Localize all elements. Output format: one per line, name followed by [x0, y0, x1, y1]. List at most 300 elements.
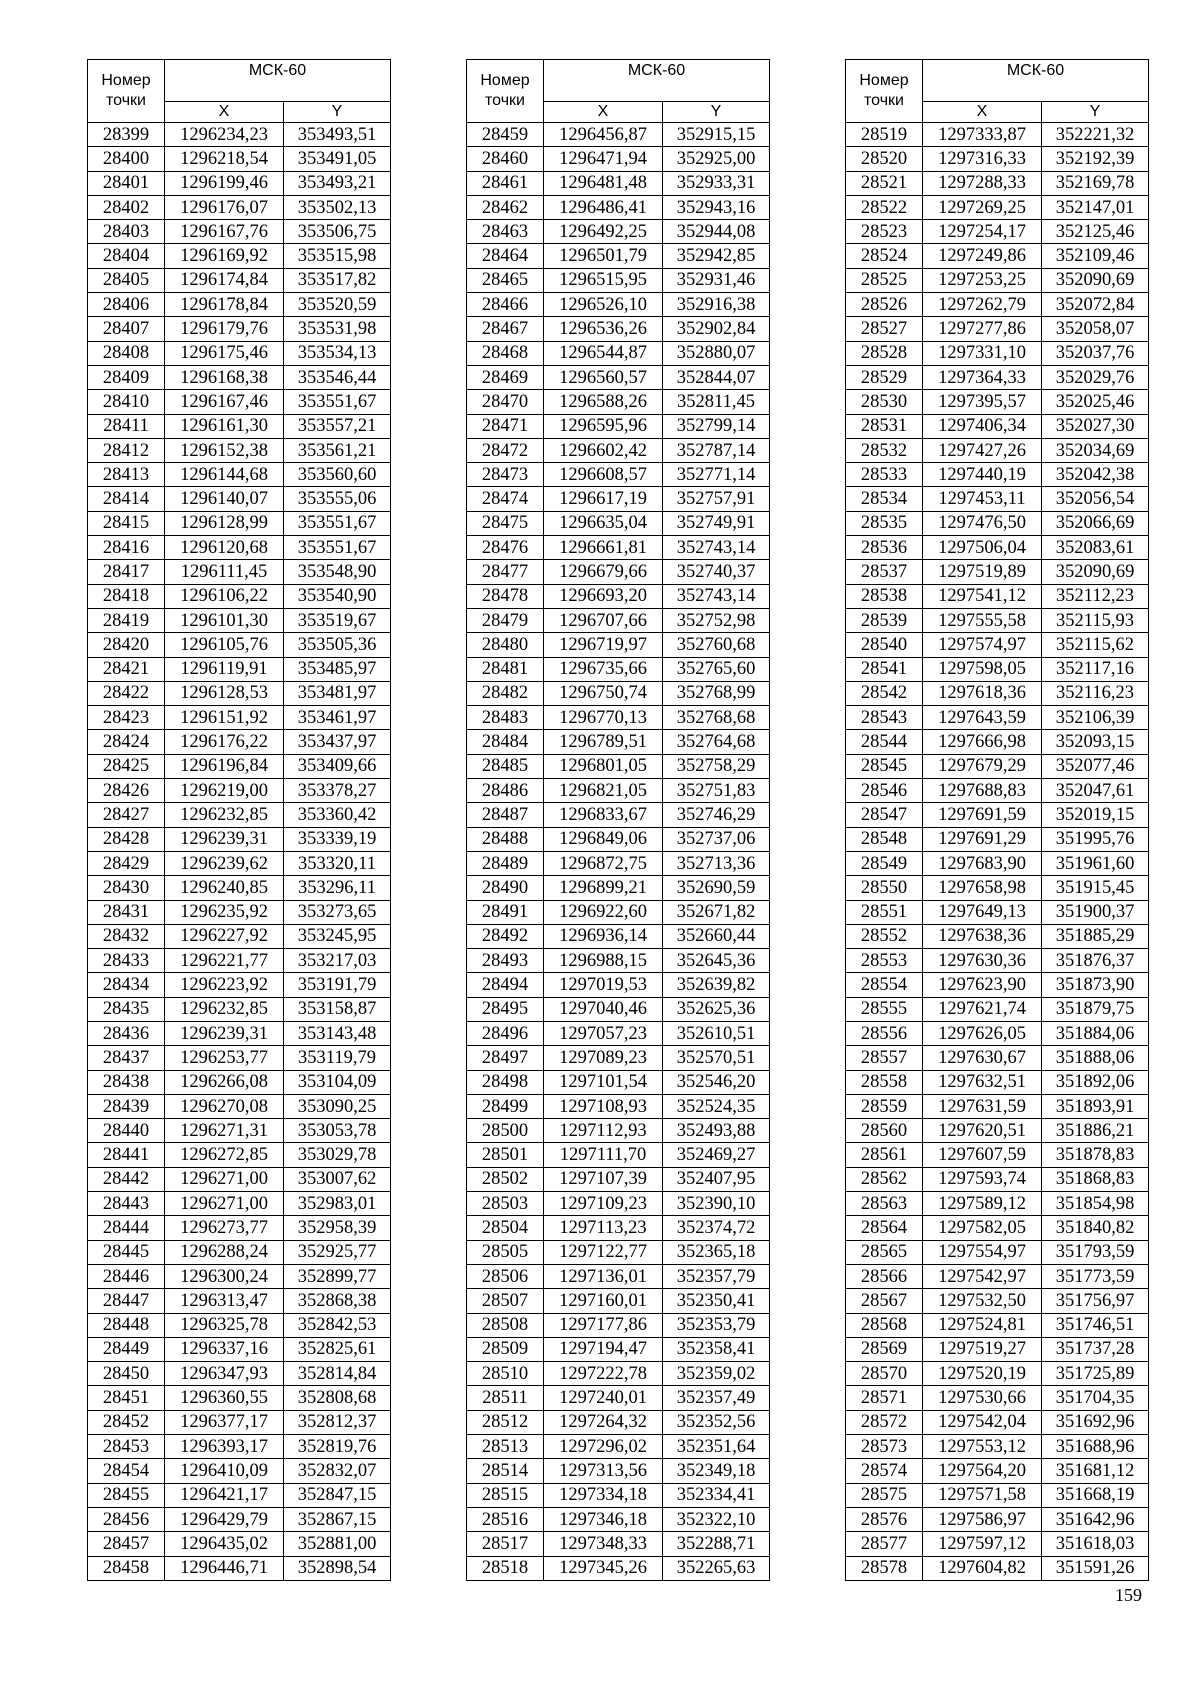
- x-coordinate-cell: 1297597,12: [923, 1532, 1042, 1556]
- y-column-header: Y: [284, 102, 391, 123]
- x-coordinate-cell: 1297288,33: [923, 171, 1042, 195]
- y-coordinate-cell: 351668,19: [1042, 1483, 1149, 1507]
- table-row: [846, 195, 1149, 219]
- x-coordinate-cell: 1297019,53: [544, 973, 663, 997]
- x-coordinate-cell: 1297346,18: [544, 1507, 663, 1531]
- y-coordinate-cell: 352671,82: [663, 900, 770, 924]
- point-number-cell: 28571: [846, 1386, 923, 1410]
- point-number-cell: 28538: [846, 584, 923, 608]
- x-coordinate-cell: 1296176,07: [165, 195, 284, 219]
- table-row: [846, 1410, 1149, 1434]
- x-coordinate-cell: 1296429,79: [165, 1507, 284, 1531]
- y-coordinate-cell: 352740,37: [663, 560, 770, 584]
- point-number-cell: 28476: [467, 536, 544, 560]
- point-number-cell: 28501: [467, 1143, 544, 1167]
- x-coordinate-cell: 1297395,57: [923, 390, 1042, 414]
- point-number-cell: 28575: [846, 1483, 923, 1507]
- point-number-cell: 28400: [88, 147, 165, 171]
- point-number-cell: 28573: [846, 1435, 923, 1459]
- x-coordinate-cell: 1296253,77: [165, 1046, 284, 1070]
- x-coordinate-cell: 1296719,97: [544, 633, 663, 657]
- coordinates-table-1: [87, 59, 391, 1581]
- table-row: [467, 195, 770, 219]
- y-coordinate-cell: 352645,36: [663, 949, 770, 973]
- point-number-cell: 28410: [88, 390, 165, 414]
- x-coordinate-cell: 1296105,76: [165, 633, 284, 657]
- x-coordinate-cell: 1297269,25: [923, 195, 1042, 219]
- x-coordinate-cell: 1297111,70: [544, 1143, 663, 1167]
- coordinate-system-header: МСК-60: [165, 60, 391, 102]
- x-coordinate-cell: 1297688,83: [923, 779, 1042, 803]
- y-coordinate-cell: 353551,67: [284, 536, 391, 560]
- point-number-cell: 28561: [846, 1143, 923, 1167]
- y-coordinate-cell: 353493,21: [284, 171, 391, 195]
- y-coordinate-cell: 351642,96: [1042, 1507, 1149, 1531]
- y-coordinate-cell: 352752,98: [663, 608, 770, 632]
- x-coordinate-cell: 1296544,87: [544, 341, 663, 365]
- y-column-header: Y: [663, 102, 770, 123]
- y-coordinate-cell: 353158,87: [284, 997, 391, 1021]
- point-number-cell: 28503: [467, 1192, 544, 1216]
- table-row: [467, 949, 770, 973]
- table-row: [846, 317, 1149, 341]
- x-coordinate-cell: 1297530,66: [923, 1386, 1042, 1410]
- x-coordinate-cell: 1296325,78: [165, 1313, 284, 1337]
- point-number-cell: 28465: [467, 268, 544, 292]
- x-coordinate-cell: 1296486,41: [544, 195, 663, 219]
- point-number-cell: 28568: [846, 1313, 923, 1337]
- table-row: [88, 1435, 391, 1459]
- x-coordinate-cell: 1297683,90: [923, 851, 1042, 875]
- table-row: [88, 487, 391, 511]
- y-coordinate-cell: 352353,79: [663, 1313, 770, 1337]
- point-number-cell: 28556: [846, 1021, 923, 1045]
- point-number-cell: 28479: [467, 608, 544, 632]
- point-number-cell: 28434: [88, 973, 165, 997]
- x-coordinate-cell: 1296849,06: [544, 827, 663, 851]
- y-coordinate-cell: 352625,36: [663, 997, 770, 1021]
- point-number-cell: 28562: [846, 1167, 923, 1191]
- y-coordinate-cell: 352758,29: [663, 754, 770, 778]
- table-row: [846, 1337, 1149, 1361]
- point-number-cell: 28407: [88, 317, 165, 341]
- table-row: [88, 1410, 391, 1434]
- table-row: [88, 997, 391, 1021]
- table-row: [467, 341, 770, 365]
- x-coordinate-cell: 1297532,50: [923, 1289, 1042, 1313]
- y-coordinate-cell: 352047,61: [1042, 779, 1149, 803]
- y-coordinate-cell: 353481,97: [284, 681, 391, 705]
- table-row: [467, 536, 770, 560]
- point-number-cell: 28474: [467, 487, 544, 511]
- point-number-cell: 28467: [467, 317, 544, 341]
- point-number-cell: 28413: [88, 463, 165, 487]
- point-number-cell: 28536: [846, 536, 923, 560]
- x-coordinate-cell: 1297630,36: [923, 949, 1042, 973]
- x-coordinate-cell: 1297666,98: [923, 730, 1042, 754]
- x-coordinate-cell: 1297406,34: [923, 414, 1042, 438]
- table-row: [467, 244, 770, 268]
- y-coordinate-cell: 352058,07: [1042, 317, 1149, 341]
- x-coordinate-cell: 1296167,46: [165, 390, 284, 414]
- x-coordinate-cell: 1297440,19: [923, 463, 1042, 487]
- table-row: [467, 1435, 770, 1459]
- table-row: [88, 803, 391, 827]
- x-coordinate-cell: 1296313,47: [165, 1289, 284, 1313]
- y-coordinate-cell: 351892,06: [1042, 1070, 1149, 1094]
- table-row: [88, 657, 391, 681]
- point-number-header: Номер точки: [467, 60, 544, 123]
- point-number-cell: 28495: [467, 997, 544, 1021]
- table-row: [88, 681, 391, 705]
- x-coordinate-cell: 1296707,66: [544, 608, 663, 632]
- x-coordinate-cell: 1297040,46: [544, 997, 663, 1021]
- point-number-cell: 28486: [467, 779, 544, 803]
- x-coordinate-cell: 1296821,05: [544, 779, 663, 803]
- y-coordinate-cell: 352493,88: [663, 1119, 770, 1143]
- table-row: [846, 779, 1149, 803]
- x-coordinate-cell: 1296221,77: [165, 949, 284, 973]
- x-coordinate-cell: 1297296,02: [544, 1435, 663, 1459]
- point-number-cell: 28426: [88, 779, 165, 803]
- y-coordinate-cell: 352880,07: [663, 341, 770, 365]
- y-coordinate-cell: 353531,98: [284, 317, 391, 341]
- table-row: [846, 754, 1149, 778]
- y-coordinate-cell: 353506,75: [284, 220, 391, 244]
- point-number-cell: 28424: [88, 730, 165, 754]
- table-row: [467, 608, 770, 632]
- x-coordinate-cell: 1296833,67: [544, 803, 663, 827]
- point-number-cell: 28488: [467, 827, 544, 851]
- x-coordinate-cell: 1297254,17: [923, 220, 1042, 244]
- table-row: [846, 268, 1149, 292]
- table-row: [88, 1192, 391, 1216]
- point-number-cell: 28505: [467, 1240, 544, 1264]
- point-number-cell: 28578: [846, 1556, 923, 1580]
- y-coordinate-cell: 351793,59: [1042, 1240, 1149, 1264]
- table-row: [846, 1192, 1149, 1216]
- x-coordinate-cell: 1297564,20: [923, 1459, 1042, 1483]
- point-number-cell: 28497: [467, 1046, 544, 1070]
- y-coordinate-cell: 352764,68: [663, 730, 770, 754]
- x-coordinate-cell: 1297631,59: [923, 1094, 1042, 1118]
- point-number-cell: 28415: [88, 511, 165, 535]
- x-coordinate-cell: 1297553,12: [923, 1435, 1042, 1459]
- y-coordinate-cell: 352881,00: [284, 1532, 391, 1556]
- table-row: [846, 1362, 1149, 1386]
- y-coordinate-cell: 352811,45: [663, 390, 770, 414]
- table-row: [88, 1483, 391, 1507]
- table-row: [467, 1070, 770, 1094]
- x-coordinate-cell: 1297331,10: [923, 341, 1042, 365]
- y-coordinate-cell: 351888,06: [1042, 1046, 1149, 1070]
- point-number-cell: 28438: [88, 1070, 165, 1094]
- x-coordinate-cell: 1297107,39: [544, 1167, 663, 1191]
- x-coordinate-cell: 1296421,17: [165, 1483, 284, 1507]
- y-coordinate-cell: 352025,46: [1042, 390, 1149, 414]
- table-row: [846, 608, 1149, 632]
- point-number-cell: 28453: [88, 1435, 165, 1459]
- x-coordinate-cell: 1296501,79: [544, 244, 663, 268]
- y-coordinate-cell: 353090,25: [284, 1094, 391, 1118]
- point-number-cell: 28409: [88, 365, 165, 389]
- y-coordinate-cell: 352374,72: [663, 1216, 770, 1240]
- y-coordinate-cell: 351885,29: [1042, 924, 1149, 948]
- table-row: [88, 730, 391, 754]
- point-number-cell: 28478: [467, 584, 544, 608]
- point-number-cell: 28487: [467, 803, 544, 827]
- table-row: [846, 924, 1149, 948]
- x-coordinate-cell: 1297334,18: [544, 1483, 663, 1507]
- point-number-cell: 28496: [467, 1021, 544, 1045]
- table-row: [467, 1459, 770, 1483]
- point-number-cell: 28482: [467, 681, 544, 705]
- x-coordinate-cell: 1296360,55: [165, 1386, 284, 1410]
- y-coordinate-cell: 353360,42: [284, 803, 391, 827]
- y-coordinate-cell: 353378,27: [284, 779, 391, 803]
- table-row: [467, 1556, 770, 1580]
- x-coordinate-cell: 1297589,12: [923, 1192, 1042, 1216]
- x-coordinate-cell: 1297555,58: [923, 608, 1042, 632]
- y-coordinate-cell: 353515,98: [284, 244, 391, 268]
- y-coordinate-cell: 352192,39: [1042, 147, 1149, 171]
- y-coordinate-cell: 352365,18: [663, 1240, 770, 1264]
- point-number-cell: 28540: [846, 633, 923, 657]
- table-row: [88, 1362, 391, 1386]
- y-coordinate-cell: 352842,53: [284, 1313, 391, 1337]
- y-coordinate-cell: 352546,20: [663, 1070, 770, 1094]
- table-row: [88, 171, 391, 195]
- y-coordinate-cell: 352334,41: [663, 1483, 770, 1507]
- point-number-cell: 28494: [467, 973, 544, 997]
- table-row: [88, 1216, 391, 1240]
- point-number-cell: 28547: [846, 803, 923, 827]
- table-row: [88, 900, 391, 924]
- table-row: [467, 973, 770, 997]
- coordinate-system-header: МСК-60: [923, 60, 1149, 102]
- x-coordinate-cell: 1296595,96: [544, 414, 663, 438]
- point-number-cell: 28461: [467, 171, 544, 195]
- y-coordinate-cell: 352814,84: [284, 1362, 391, 1386]
- y-coordinate-cell: 352943,16: [663, 195, 770, 219]
- y-coordinate-cell: 353485,97: [284, 657, 391, 681]
- table-row: [88, 341, 391, 365]
- y-coordinate-cell: 352812,37: [284, 1410, 391, 1434]
- table-row: [846, 1216, 1149, 1240]
- table-row: [88, 1313, 391, 1337]
- table-row: [88, 560, 391, 584]
- table-row: [88, 1556, 391, 1580]
- x-coordinate-cell: 1296232,85: [165, 997, 284, 1021]
- table-row: [467, 851, 770, 875]
- y-coordinate-cell: 351618,03: [1042, 1532, 1149, 1556]
- point-number-cell: 28404: [88, 244, 165, 268]
- table-row: [467, 900, 770, 924]
- point-number-cell: 28555: [846, 997, 923, 1021]
- point-number-cell: 28546: [846, 779, 923, 803]
- point-number-cell: 28523: [846, 220, 923, 244]
- table-row: [846, 900, 1149, 924]
- table-row: [467, 123, 770, 147]
- x-coordinate-cell: 1296169,92: [165, 244, 284, 268]
- y-coordinate-cell: 353296,11: [284, 876, 391, 900]
- y-coordinate-cell: 352524,35: [663, 1094, 770, 1118]
- x-coordinate-cell: 1297264,32: [544, 1410, 663, 1434]
- table-row: [88, 1046, 391, 1070]
- table-row: [846, 1435, 1149, 1459]
- point-number-cell: 28493: [467, 949, 544, 973]
- x-coordinate-cell: 1297109,23: [544, 1192, 663, 1216]
- y-coordinate-cell: 353029,78: [284, 1143, 391, 1167]
- point-number-cell: 28459: [467, 123, 544, 147]
- x-coordinate-cell: 1296988,15: [544, 949, 663, 973]
- point-number-cell: 28553: [846, 949, 923, 973]
- x-coordinate-cell: 1297262,79: [923, 293, 1042, 317]
- table-row: [88, 754, 391, 778]
- point-number-cell: 28421: [88, 657, 165, 681]
- y-coordinate-cell: 352899,77: [284, 1264, 391, 1288]
- y-coordinate-cell: 352265,63: [663, 1556, 770, 1580]
- x-coordinate-cell: 1296234,23: [165, 123, 284, 147]
- x-coordinate-cell: 1296161,30: [165, 414, 284, 438]
- y-coordinate-cell: 353104,09: [284, 1070, 391, 1094]
- y-coordinate-cell: 352407,95: [663, 1167, 770, 1191]
- y-coordinate-cell: 351756,97: [1042, 1289, 1149, 1313]
- y-coordinate-cell: 351879,75: [1042, 997, 1149, 1021]
- point-number-cell: 28535: [846, 511, 923, 535]
- table-row: [467, 1046, 770, 1070]
- point-number-cell: 28444: [88, 1216, 165, 1240]
- point-number-cell: 28552: [846, 924, 923, 948]
- x-coordinate-cell: 1296178,84: [165, 293, 284, 317]
- y-coordinate-cell: 352112,23: [1042, 584, 1149, 608]
- x-coordinate-cell: 1296661,81: [544, 536, 663, 560]
- point-number-cell: 28559: [846, 1094, 923, 1118]
- y-coordinate-cell: 353273,65: [284, 900, 391, 924]
- y-coordinate-cell: 352743,14: [663, 536, 770, 560]
- x-coordinate-cell: 1296446,71: [165, 1556, 284, 1580]
- point-number-cell: 28414: [88, 487, 165, 511]
- y-coordinate-cell: 352639,82: [663, 973, 770, 997]
- point-number-cell: 28514: [467, 1459, 544, 1483]
- point-number-cell: 28449: [88, 1337, 165, 1361]
- table-row: [88, 779, 391, 803]
- x-coordinate-cell: 1296218,54: [165, 147, 284, 171]
- y-coordinate-cell: 351900,37: [1042, 900, 1149, 924]
- table-row: [846, 1264, 1149, 1288]
- table-row: [88, 1119, 391, 1143]
- x-coordinate-cell: 1296393,17: [165, 1435, 284, 1459]
- table-row: [846, 633, 1149, 657]
- y-coordinate-cell: 353505,36: [284, 633, 391, 657]
- x-coordinate-cell: 1297691,29: [923, 827, 1042, 851]
- y-coordinate-cell: 352358,41: [663, 1337, 770, 1361]
- x-coordinate-cell: 1296120,68: [165, 536, 284, 560]
- y-coordinate-cell: 352093,15: [1042, 730, 1149, 754]
- point-number-cell: 28543: [846, 706, 923, 730]
- table-row: [467, 1094, 770, 1118]
- point-number-cell: 28525: [846, 268, 923, 292]
- point-number-cell: 28509: [467, 1337, 544, 1361]
- x-coordinate-cell: 1297582,05: [923, 1216, 1042, 1240]
- table-row: [846, 293, 1149, 317]
- point-number-cell: 28560: [846, 1119, 923, 1143]
- x-coordinate-cell: 1296471,94: [544, 147, 663, 171]
- point-number-cell: 28448: [88, 1313, 165, 1337]
- table-row: [846, 560, 1149, 584]
- table-row: [467, 1143, 770, 1167]
- table-row: [467, 754, 770, 778]
- x-coordinate-cell: 1296271,00: [165, 1192, 284, 1216]
- point-number-cell: 28439: [88, 1094, 165, 1118]
- table-row: [88, 633, 391, 657]
- coordinates-table-2: [466, 59, 770, 1581]
- x-coordinate-cell: 1296239,31: [165, 827, 284, 851]
- x-coordinate-cell: 1296106,22: [165, 584, 284, 608]
- x-coordinate-cell: 1297057,23: [544, 1021, 663, 1045]
- y-coordinate-cell: 353557,21: [284, 414, 391, 438]
- x-coordinate-cell: 1297240,01: [544, 1386, 663, 1410]
- x-coordinate-cell: 1296300,24: [165, 1264, 284, 1288]
- y-coordinate-cell: 352109,46: [1042, 244, 1149, 268]
- point-number-cell: 28477: [467, 560, 544, 584]
- table-row: [88, 1094, 391, 1118]
- table-row: [88, 1289, 391, 1313]
- table-row: [467, 1386, 770, 1410]
- y-coordinate-cell: 352768,68: [663, 706, 770, 730]
- table-row: [846, 1240, 1149, 1264]
- point-number-cell: 28411: [88, 414, 165, 438]
- x-coordinate-cell: 1297630,67: [923, 1046, 1042, 1070]
- page-number: 159: [1115, 1585, 1142, 1605]
- x-coordinate-cell: 1296770,13: [544, 706, 663, 730]
- x-coordinate-cell: 1296410,09: [165, 1459, 284, 1483]
- x-coordinate-cell: 1297607,59: [923, 1143, 1042, 1167]
- y-coordinate-cell: 353217,03: [284, 949, 391, 973]
- x-coordinate-cell: 1296239,62: [165, 851, 284, 875]
- point-number-cell: 28463: [467, 220, 544, 244]
- point-number-header: Номер точки: [846, 60, 923, 123]
- x-coordinate-cell: 1296272,85: [165, 1143, 284, 1167]
- point-number-cell: 28471: [467, 414, 544, 438]
- point-number-cell: 28464: [467, 244, 544, 268]
- y-coordinate-cell: 352221,32: [1042, 123, 1149, 147]
- table-row: [88, 268, 391, 292]
- table-row: [467, 681, 770, 705]
- x-coordinate-cell: 1296119,91: [165, 657, 284, 681]
- y-coordinate-cell: 351688,96: [1042, 1435, 1149, 1459]
- y-coordinate-cell: 352765,60: [663, 657, 770, 681]
- table-row: [88, 1459, 391, 1483]
- y-coordinate-cell: 353520,59: [284, 293, 391, 317]
- table-row: [846, 147, 1149, 171]
- table-row: [88, 706, 391, 730]
- x-coordinate-cell: 1297427,26: [923, 438, 1042, 462]
- y-coordinate-cell: 351915,45: [1042, 876, 1149, 900]
- point-number-cell: 28454: [88, 1459, 165, 1483]
- table-row: [88, 1507, 391, 1531]
- x-coordinate-cell: 1296515,95: [544, 268, 663, 292]
- x-coordinate-cell: 1297101,54: [544, 1070, 663, 1094]
- table-row: [846, 1021, 1149, 1045]
- x-coordinate-cell: 1297194,47: [544, 1337, 663, 1361]
- y-coordinate-cell: 351681,12: [1042, 1459, 1149, 1483]
- y-coordinate-cell: 351704,35: [1042, 1386, 1149, 1410]
- y-coordinate-cell: 352116,23: [1042, 681, 1149, 705]
- table-row: [846, 997, 1149, 1021]
- y-coordinate-cell: 352847,15: [284, 1483, 391, 1507]
- point-number-cell: 28399: [88, 123, 165, 147]
